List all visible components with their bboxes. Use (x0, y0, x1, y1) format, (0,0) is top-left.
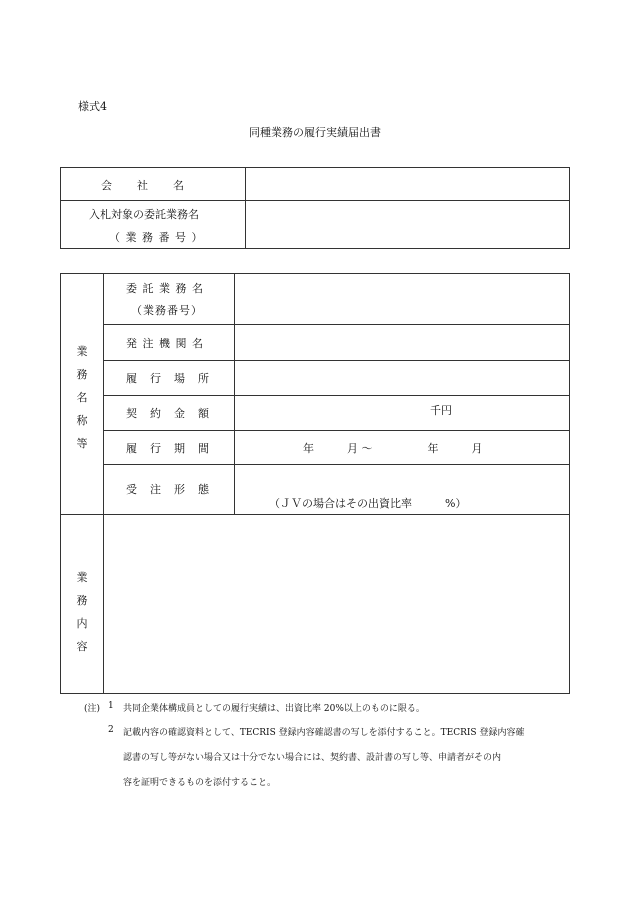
note1-text: 共同企業体構成員としての履行実績は、出資比率 20%以上のものに限る。 (123, 704, 425, 714)
row-divider-4 (103, 430, 569, 431)
bid-number-label: （ 業 務 番 号 ） (109, 231, 204, 244)
main-table (60, 273, 570, 694)
location-field[interactable] (235, 361, 568, 394)
period-label: 履 行 期 間 (126, 442, 210, 455)
note2-number: 2 (108, 725, 114, 735)
location-label: 履 行 場 所 (126, 372, 210, 385)
note1-number: 1 (108, 701, 114, 711)
amount-unit: 千円 (430, 404, 452, 417)
client-label: 発 注 機 関 名 (126, 337, 204, 350)
note-prefix: (注) (84, 704, 101, 714)
order-form-value: （ＪＶの場合はその出資比率 %） (269, 497, 467, 510)
document-title: 同種業務の履行実績届出書 (249, 126, 381, 139)
row-divider-5 (103, 464, 569, 465)
bid-name-field[interactable] (246, 202, 569, 248)
client-field[interactable] (235, 325, 568, 359)
bid-name-label: 入札対象の委託業務名 (89, 208, 199, 221)
contract-number-label: （業務番号） (131, 304, 203, 317)
section-business-name-label: 業 務 名 称 等 (76, 345, 88, 450)
contract-name-field[interactable] (235, 275, 568, 323)
contract-name-label: 委 託 業 務 名 (126, 282, 204, 295)
company-name-label: 会 社 名 (101, 179, 185, 192)
section-business-content-label: 業 務 内 容 (76, 571, 88, 653)
form-number: 様式4 (78, 100, 107, 113)
company-name-field[interactable] (246, 169, 569, 199)
order-form-label: 受 注 形 態 (126, 483, 210, 496)
header-table (60, 167, 570, 249)
note2-text-line1: 記載内容の確認資料として、TECRIS 登録内容確認書の写しを添付すること。TECRIS 登録内容確 (123, 728, 525, 738)
note2-text-line3: 容を証明できるものを添付すること。 (123, 778, 277, 788)
note2-text-line2: 認書の写し等がない場合又は十分でない場合には、契約書、設計書の写し等、申請者がその内 (123, 753, 502, 763)
amount-label: 契 約 金 額 (126, 407, 210, 420)
business-content-field[interactable] (104, 515, 568, 692)
row-divider-3 (103, 395, 569, 396)
period-value: 年 月 ～ 年 月 (303, 442, 483, 455)
